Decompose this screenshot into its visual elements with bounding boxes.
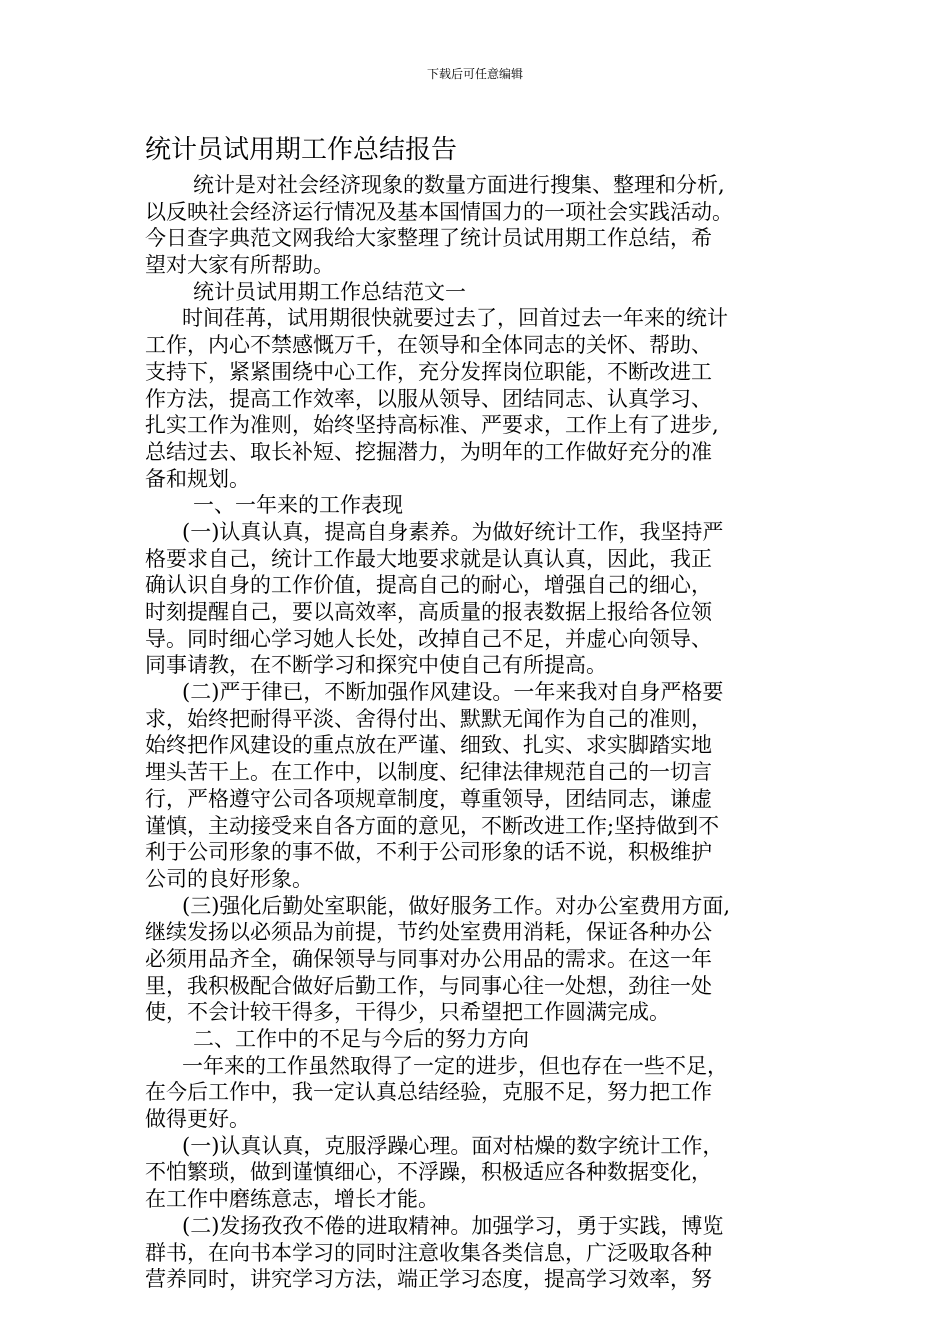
text-line: 里，我积极配合做好后勤工作，与同事心往一处想，劲往一处 [145, 973, 712, 998]
text-line: 利于公司形象的事不做，不利于公司形象的话不说，积极维护 [145, 840, 712, 865]
text-line: 支持下，紧紧围绕中心工作，充分发挥岗位职能，不断改进工 [145, 359, 712, 384]
text-line: 统计是对社会经济现象的数量方面进行搜集、整理和分析, [193, 173, 725, 197]
document-body [145, 172, 810, 1293]
text-line: 在今后工作中，我一定认真总结经验，克服不足，努力把工作 [145, 1080, 712, 1105]
text-line: 今日查字典范文网我给大家整理了统计员试用期工作总结，希 [145, 226, 712, 251]
text-line: 一、一年来的工作表现 [193, 493, 403, 518]
text-line: 群书，在向书本学习的同时注意收集各类信息，广泛吸取各种 [145, 1240, 712, 1265]
text-line: (二)严于律已，不断加强作风建设。一年来我对自身严格要 [182, 680, 724, 705]
text-line: 继续发扬以必须品为前提，节约处室费用消耗，保证各种办公 [145, 920, 712, 945]
text-line: 必须用品齐全，确保领导与同事对办公用品的需求。在这一年 [145, 946, 712, 971]
text-line: (一)认真认真，克服浮躁心理。面对枯燥的数字统计工作， [182, 1133, 724, 1158]
text-line: (一)认真认真，提高自身素养。为做好统计工作，我坚持严 [182, 519, 724, 544]
text-line: 格要求自己，统计工作最大地要求就是认真认真，因此，我正 [145, 546, 712, 571]
text-line: 扎实工作为准则，始终坚持高标准、严要求，工作上有了进步, [145, 413, 719, 438]
text-line: 求，始终把耐得平淡、舍得付出、默默无闻作为自己的准则， [145, 706, 712, 731]
text-line: (二)发扬孜孜不倦的进取精神。加强学习，勇于实践，博览 [182, 1213, 724, 1238]
text-line: 同事请教，在不断学习和探究中使自己有所提高。 [145, 653, 607, 678]
text-line: 行，严格遵守公司各项规章制度，尊重领导，团结同志，谦虚 [145, 786, 712, 811]
text-line: 始终把作风建设的重点放在严谨、细致、扎实、求实脚踏实地 [145, 733, 712, 758]
text-line: 确认识自身的工作价值，提高自己的耐心，增强自己的细心， [145, 573, 712, 598]
header-note: 下载后可任意编辑 [426, 67, 523, 81]
text-line: 时间荏苒，试用期很快就要过去了，回首过去一年来的统计 [182, 306, 728, 331]
text-line: 谨慎，主动接受来自各方面的意见，不断改进工作;坚持做到不 [145, 813, 720, 838]
text-line: 在工作中磨练意志，增长才能。 [145, 1187, 439, 1212]
text-line: 望对大家有所帮助。 [145, 253, 334, 278]
text-line: 作方法，提高工作效率，以服从领导、团结同志、认真学习、 [145, 386, 712, 411]
text-line: 埋头苦干上。在工作中，以制度、纪律法律规范自己的一切言 [145, 760, 712, 785]
text-line: 备和规划。 [145, 466, 250, 491]
text-line: 统计员试用期工作总结范文一 [193, 279, 466, 304]
text-line: 总结过去、取长补短、挖掘潜力，为明年的工作做好充分的准 [145, 439, 712, 464]
text-line: 不怕繁琐，做到谨慎细心，不浮躁，积极适应各种数据变化， [145, 1160, 712, 1185]
text-line: 做得更好。 [145, 1107, 250, 1132]
text-line: 以反映社会经济运行情况及基本国情国力的一项社会实践活动。 [145, 199, 733, 224]
text-line: 一年来的工作虽然取得了一定的进步，但也存在一些不足， [182, 1053, 728, 1078]
text-line: 使，不会计较干得多，干得少，只希望把工作圆满完成。 [145, 1000, 670, 1025]
text-line: 二、工作中的不足与今后的努力方向 [193, 1027, 529, 1051]
text-line: 导。同时细心学习她人长处，改掉自己不足，并虚心向领导、 [145, 626, 712, 651]
text-line: (三)强化后勤处室职能，做好服务工作。对办公室费用方面, [182, 893, 731, 918]
text-line: 营养同时，讲究学习方法，端正学习态度，提高学习效率，努 [145, 1267, 712, 1292]
text-line: 时刻提醒自己，要以高效率，高质量的报表数据上报给各位领 [145, 600, 712, 624]
text-line: 工作，内心不禁感慨万千，在领导和全体同志的关怀、帮助、 [145, 333, 712, 358]
document-title: 统计员试用期工作总结报告 [145, 135, 458, 165]
text-line: 公司的良好形象。 [145, 866, 313, 891]
